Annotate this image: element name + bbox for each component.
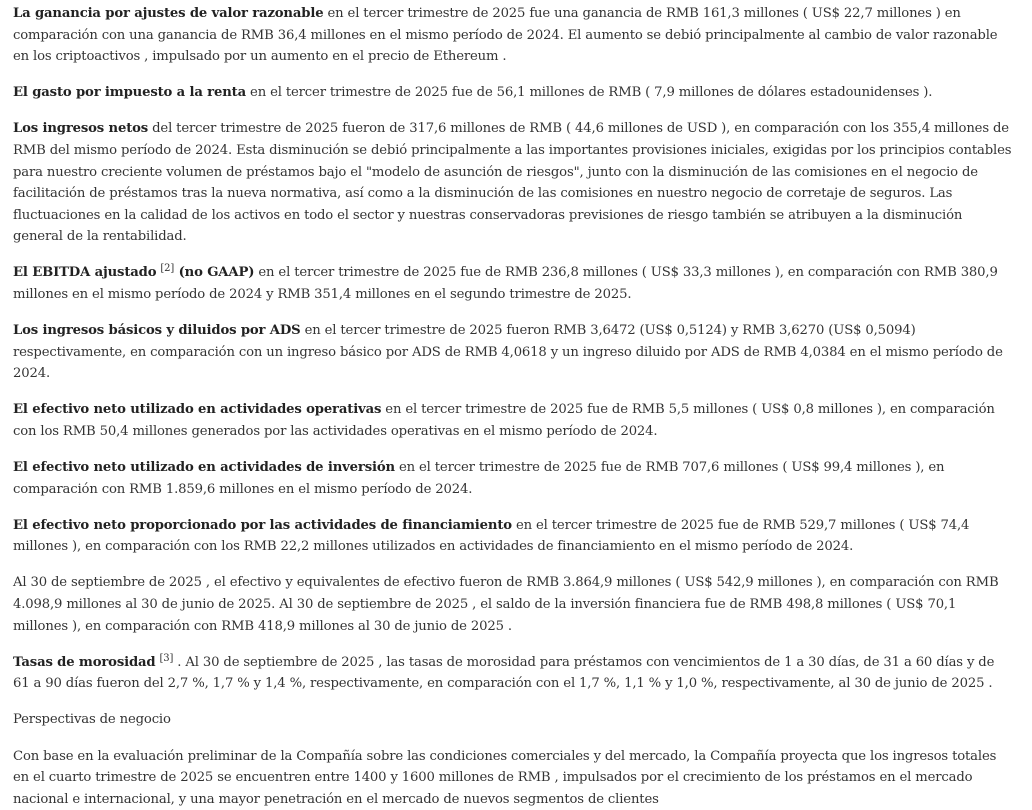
paragraph-text: en el tercer trimestre de 2025 fue de RMB 529,7 millones ( US$ 74,4 millones ), en comparación con los RMB 22,2 millones utilizados en actividades de financiamiento en el mismo período de 2024. bbox=[13, 517, 970, 555]
paragraph-fair-value-gain bbox=[13, 3, 1014, 68]
paragraph-text: . Al 30 de septiembre de 2025 , las tasas de morosidad para préstamos con vencimientos de 1 a 30 días, de 31 a 60 días y de 61 a 90 días fueron del 2,7 %, 1,7 % y 1,4 %, respectivamente, en comparación con el 1,7 %, 1,1 % y 1,0 %, respectivamente, al 30 de junio de 2025 . bbox=[13, 654, 995, 692]
paragraph-lead: El efectivo neto utilizado en actividades de inversión bbox=[13, 460, 395, 476]
paragraph-text: del tercer trimestre de 2025 fueron de 317,6 millones de RMB ( 44,6 millones de USD ), en comparación con los 355,4 millones de RMB del mismo período de 2024. Esta disminución se debió principalmente a las importantes provisiones iniciales, exigidas por los principios contables para nuestro creciente volumen de préstamos bajo el "modelo de asunción de riesgos", junto con la disminución de las comisiones en el negocio de facilitación de préstamos tras la nueva normativa, así como a la disminución de las comisiones en nuestro negocio de corretaje de seguros. Las fluctuaciones en la calidad de los activos en todo el sector y nuestras conservadoras previsiones de riesgo también se atribuyen a la disminución general de la rentabilidad. bbox=[13, 121, 1012, 245]
paragraph-text: en el tercer trimestre de 2025 fue de RMB 236,8 millones ( US$ 33,3 millones ), en comparación con RMB 380,9 millones en el mismo período de 2024 y RMB 351,4 millones en el segundo trimestre de 2025. bbox=[13, 265, 998, 303]
paragraph-delinquency-rates bbox=[13, 652, 1014, 695]
paragraph-text: en el tercer trimestre de 2025 fue de RMB 707,6 millones ( US$ 99,4 millones ), en comparación con RMB 1.859,6 millones en el mismo período de 2024. bbox=[13, 460, 945, 497]
paragraph-lead: El EBITDA ajustado bbox=[13, 265, 157, 281]
paragraph-lead: El efectivo neto utilizado en actividades operativas bbox=[13, 402, 382, 418]
paragraph-text: en el tercer trimestre de 2025 fue una ganancia de RMB 161,3 millones ( US$ 22,7 millones ) en comparación con una ganancia de RMB 36,4 millones en el mismo período de 2024. El aumento se debió principalmente al cambio de valor razonable en los criptoactivos , impulsado por un aumento en el precio de Ethereum . bbox=[13, 6, 998, 65]
paragraph-income-tax bbox=[13, 82, 1014, 104]
paragraph-adjusted-ebitda bbox=[13, 262, 1014, 305]
paragraph-lead: Tasas de morosidad bbox=[13, 654, 156, 670]
paragraph-financing-cash bbox=[13, 515, 1014, 558]
paragraph-text: Con base en la evaluación preliminar de la Compañía sobre las condiciones comerciales y del mercado, la Compañía proyecta que los ingresos totales en el cuarto trimestre de 2025 se encuentren entre 1400 y 1600 millones de RMB , impulsados por el crecimiento de los préstamos en el mercado nacional e internacional, y una mayor penetración en el mercado de nuevos segmentos de clientes bbox=[13, 748, 997, 807]
paragraph-text: Al 30 de septiembre de 2025 , el efectivo y equivalentes de efectivo fueron de RMB 3.864,9 millones ( US$ 542,9 millones ), en comparación con RMB 4.098,9 millones al 30 de junio de 2025. Al 30 de septiembre de 2025 , el saldo de la inversión financiera fue de RMB 498,8 millones ( US$ 70,1 millones ), en comparación con RMB 418,9 millones al 30 de junio de 2025 . bbox=[13, 575, 999, 634]
paragraph-lead: El gasto por impuesto a la renta bbox=[13, 85, 246, 101]
paragraph-investing-cash bbox=[13, 457, 1014, 500]
paragraph-business-outlook bbox=[13, 746, 1014, 810]
paragraph-operating-cash bbox=[13, 399, 1014, 442]
footnote-ref-3[interactable]: [3] bbox=[159, 652, 174, 664]
section-heading-business-outlook: Perspectivas de negocio bbox=[13, 712, 171, 728]
paragraph-lead: Los ingresos básicos y diluidos por ADS bbox=[13, 323, 301, 339]
paragraph-text: en el tercer trimestre de 2025 fueron RMB 3,6472 (US$ 0,5124) y RMB 3,6270 (US$ 0,5094) respectivamente, en comparación con un ingreso básico por ADS de RMB 4,0618 y un ingreso diluido por ADS de RMB 4,0384 en el mismo período de 2024. bbox=[13, 323, 1003, 382]
paragraph-lead-non-gaap: (no GAAP) bbox=[174, 265, 255, 281]
paragraph-net-income bbox=[13, 118, 1014, 248]
paragraph-cash-balance bbox=[13, 572, 1014, 637]
paragraph-lead: El efectivo neto proporcionado por las actividades de financiamiento bbox=[13, 517, 512, 533]
paragraph-earnings-per-ads bbox=[13, 320, 1014, 385]
paragraph-lead: La ganancia por ajustes de valor razonable bbox=[13, 6, 324, 21]
paragraph-text: en el tercer trimestre de 2025 fue de RMB 5,5 millones ( US$ 0,8 millones ), en comparación con los RMB 50,4 millones generados por las actividades operativas en el mismo período de 2024. bbox=[13, 402, 995, 439]
footnote-ref-2[interactable]: [2] bbox=[160, 263, 175, 275]
paragraph-lead: Los ingresos netos bbox=[13, 121, 149, 137]
paragraph-text: en el tercer trimestre de 2025 fue de 56,1 millones de RMB ( 7,9 millones de dólares estadounidenses ). bbox=[246, 85, 933, 101]
